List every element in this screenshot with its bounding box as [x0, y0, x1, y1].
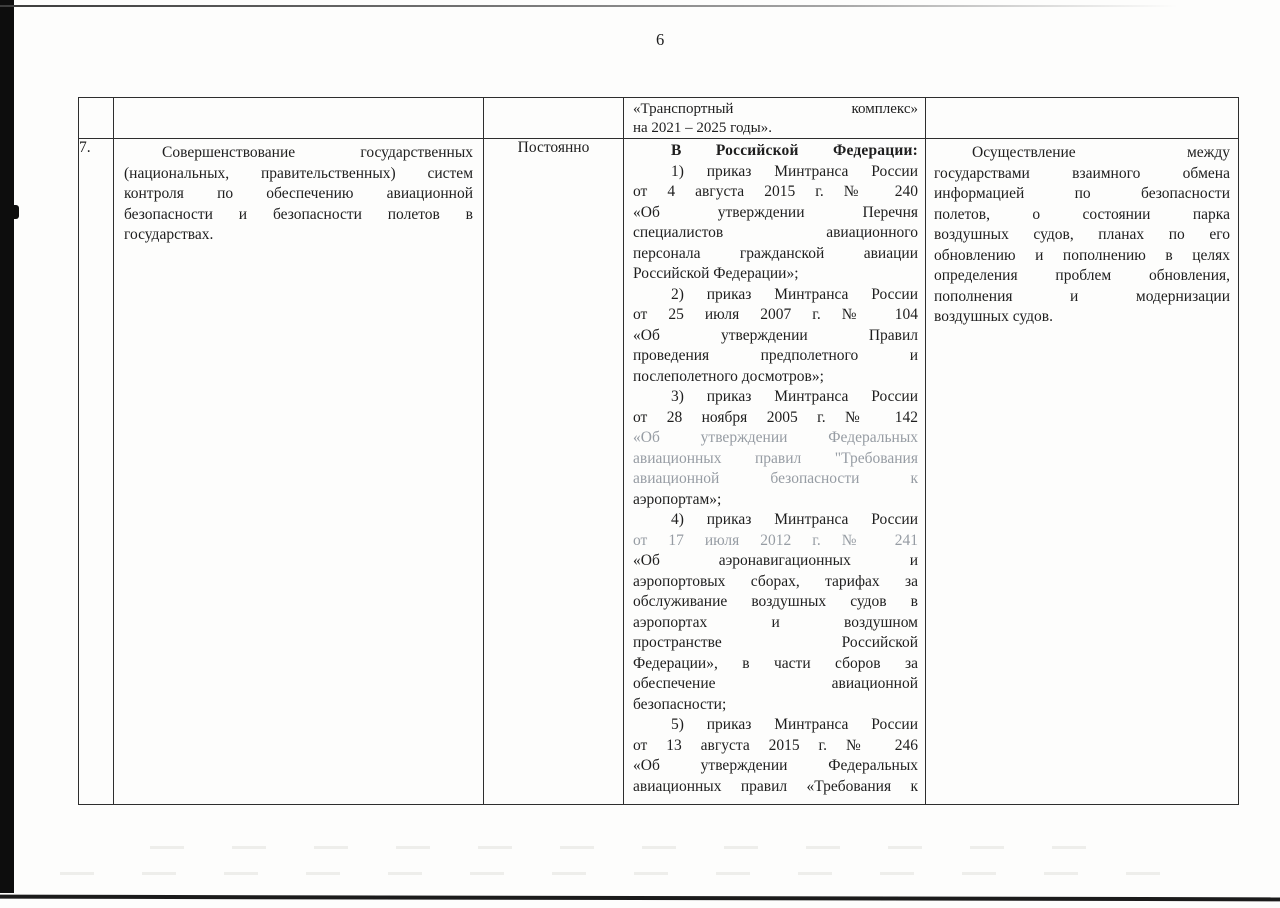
text-line: Федерации», в части сборов за [633, 654, 918, 672]
text-line: «Об утверждении Федеральных [633, 429, 918, 446]
text-line: обслуживание воздушных судов в [633, 593, 918, 610]
text-line: от 17 июля 2012 г. № 241 [633, 531, 918, 549]
activity-text [114, 139, 483, 246]
text-line: государствами взаимного обмена [934, 164, 1230, 182]
text-line: персонала гражданской авиации [633, 244, 918, 262]
scan-noise-dashes [60, 872, 1180, 875]
cell-row-number-empty [79, 98, 114, 139]
text-line: от 4 августа 2015 г. № 240 [633, 183, 918, 200]
text-line: послеполетного досмотров»; [633, 367, 824, 385]
text-line: «Об аэронавигационных и [633, 552, 918, 569]
text-line: государствах. [124, 226, 214, 243]
cell-cooperation-empty [926, 98, 1239, 139]
text-line: 2) приказ Минтранса России [671, 285, 918, 303]
text-line: безопасности и безопасности полетов в [124, 205, 473, 223]
text-line: пополнения и модернизации [934, 287, 1230, 305]
text-line: авиационных правил «Требования к [633, 777, 918, 795]
text-line: от 25 июля 2007 г. № 104 [633, 306, 918, 323]
cell-term-empty [484, 98, 624, 139]
text-line: 4) приказ Минтранса России [671, 511, 918, 528]
text-line: аэропортах и воздушном [633, 613, 918, 631]
text-line: Российской Федерации»; [633, 265, 799, 282]
cell-cooperation [926, 139, 1239, 805]
text-line: обеспечение авиационной [633, 675, 918, 692]
cell-measures-continuation [624, 98, 926, 139]
text-line: обновлению и пополнению в целях [934, 246, 1230, 264]
text-line: от 28 ноября 2005 г. № 142 [633, 408, 918, 426]
text-line: проведения предполетного и [633, 347, 918, 364]
scan-edge-blotch [0, 205, 19, 219]
text-line: пространстве Российской [633, 634, 918, 651]
text-line: «Об утверждении Федеральных [633, 757, 918, 774]
text-line: «Транспортный комплекс» [633, 101, 918, 117]
text-line: 1) приказ Минтранса России [671, 162, 918, 180]
text-line: информацией по безопасности [934, 185, 1230, 202]
cell-row-number: 7. [79, 139, 114, 805]
text-line: авиационной безопасности к [633, 470, 918, 487]
text-line: Осуществление между [972, 144, 1230, 161]
text-line: контроля по обеспечению авиационной [124, 185, 473, 202]
text-line: определения проблем обновления, [934, 267, 1230, 284]
text-line: воздушных судов. [934, 308, 1053, 325]
table-row-continuation [79, 98, 1239, 139]
cell-activity-empty [114, 98, 484, 139]
text-line: 3) приказ Минтранса России [671, 388, 918, 405]
cooperation-text [926, 139, 1238, 328]
text-line: безопасности; [633, 695, 727, 713]
scan-noise-dashes [150, 846, 1110, 849]
text-line: Совершенствование государственных [162, 144, 473, 161]
text-line: на 2021 – 2025 годы». [633, 120, 772, 136]
text-line: от 13 августа 2015 г. № 246 [633, 736, 918, 754]
cell-measures [624, 139, 926, 805]
scan-edge-strip [0, 0, 14, 893]
text-line: специалистов авиационного [633, 224, 918, 241]
text-line: полетов, о состоянии парка [934, 205, 1230, 223]
text-line: 5) приказ Минтранса России [671, 716, 918, 733]
text-line: «Об утверждении Перечня [633, 203, 918, 221]
cell-activity [114, 139, 484, 805]
text-line: воздушных судов, планах по его [934, 226, 1230, 243]
page-number: 6 [656, 30, 665, 49]
cell-term: Постоянно [484, 139, 624, 805]
table-row-7 [79, 139, 1239, 805]
text-line: аэропортовых сборах, тарифах за [633, 572, 918, 590]
text-line: аэропортам»; [633, 490, 722, 508]
text-line: авиационных правил "Требования [633, 449, 918, 467]
text-line: (национальных, правительственных) систем [124, 164, 473, 182]
scan-bottom-line [0, 895, 1280, 902]
text-line: В Российской Федерации: [671, 142, 918, 159]
document-table [78, 97, 1239, 805]
scan-top-line [0, 5, 1280, 7]
text-line: «Об утверждении Правил [633, 326, 918, 344]
measures-continuation-text [624, 98, 925, 138]
measures-text [624, 139, 925, 797]
